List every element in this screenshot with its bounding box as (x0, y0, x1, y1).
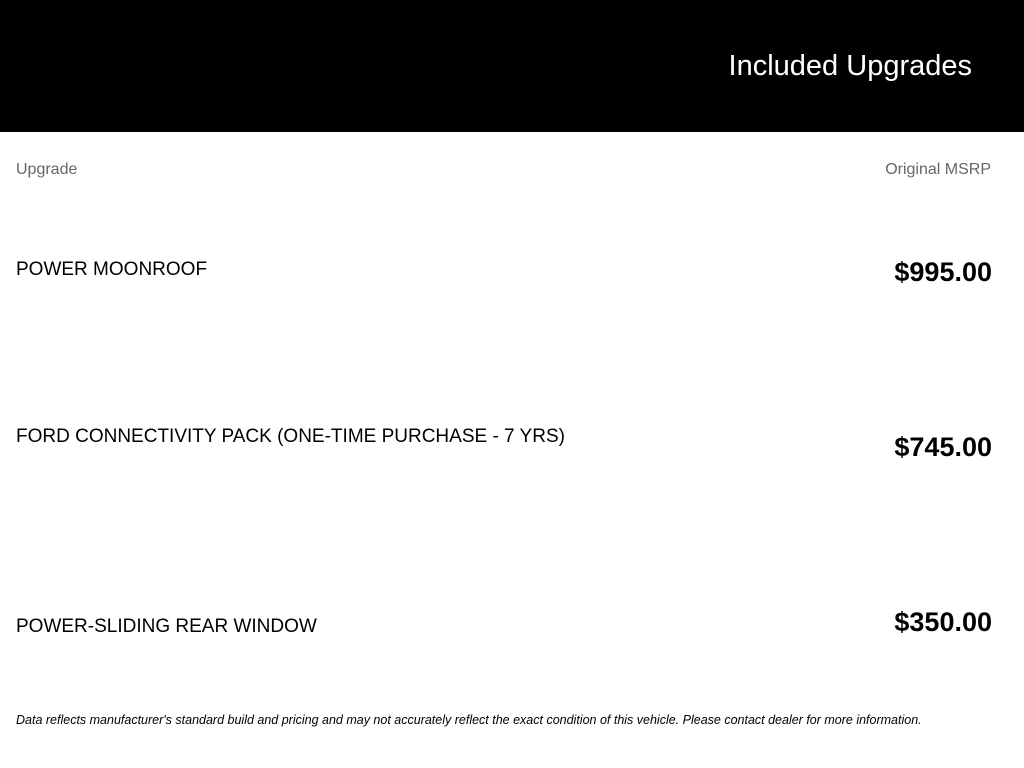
column-header-msrp: Original MSRP (885, 161, 991, 178)
upgrade-name: POWER-SLIDING REAR WINDOW (16, 616, 317, 637)
upgrade-price: $995.00 (894, 257, 992, 287)
page-title: Included Upgrades (728, 50, 972, 82)
upgrade-name: FORD CONNECTIVITY PACK (ONE-TIME PURCHASE - 7 YRS) (16, 426, 565, 447)
column-header-upgrade: Upgrade (16, 161, 78, 178)
upgrade-price: $350.00 (894, 607, 992, 637)
page-header (0, 0, 1024, 132)
upgrade-price: $745.00 (894, 432, 992, 462)
disclaimer-text: Data reflects manufacturer's standard build and pricing and may not accurately reflect the exact condition of this vehicle. Please contact dealer for more information. (16, 713, 922, 727)
upgrade-name: POWER MOONROOF (16, 259, 208, 280)
